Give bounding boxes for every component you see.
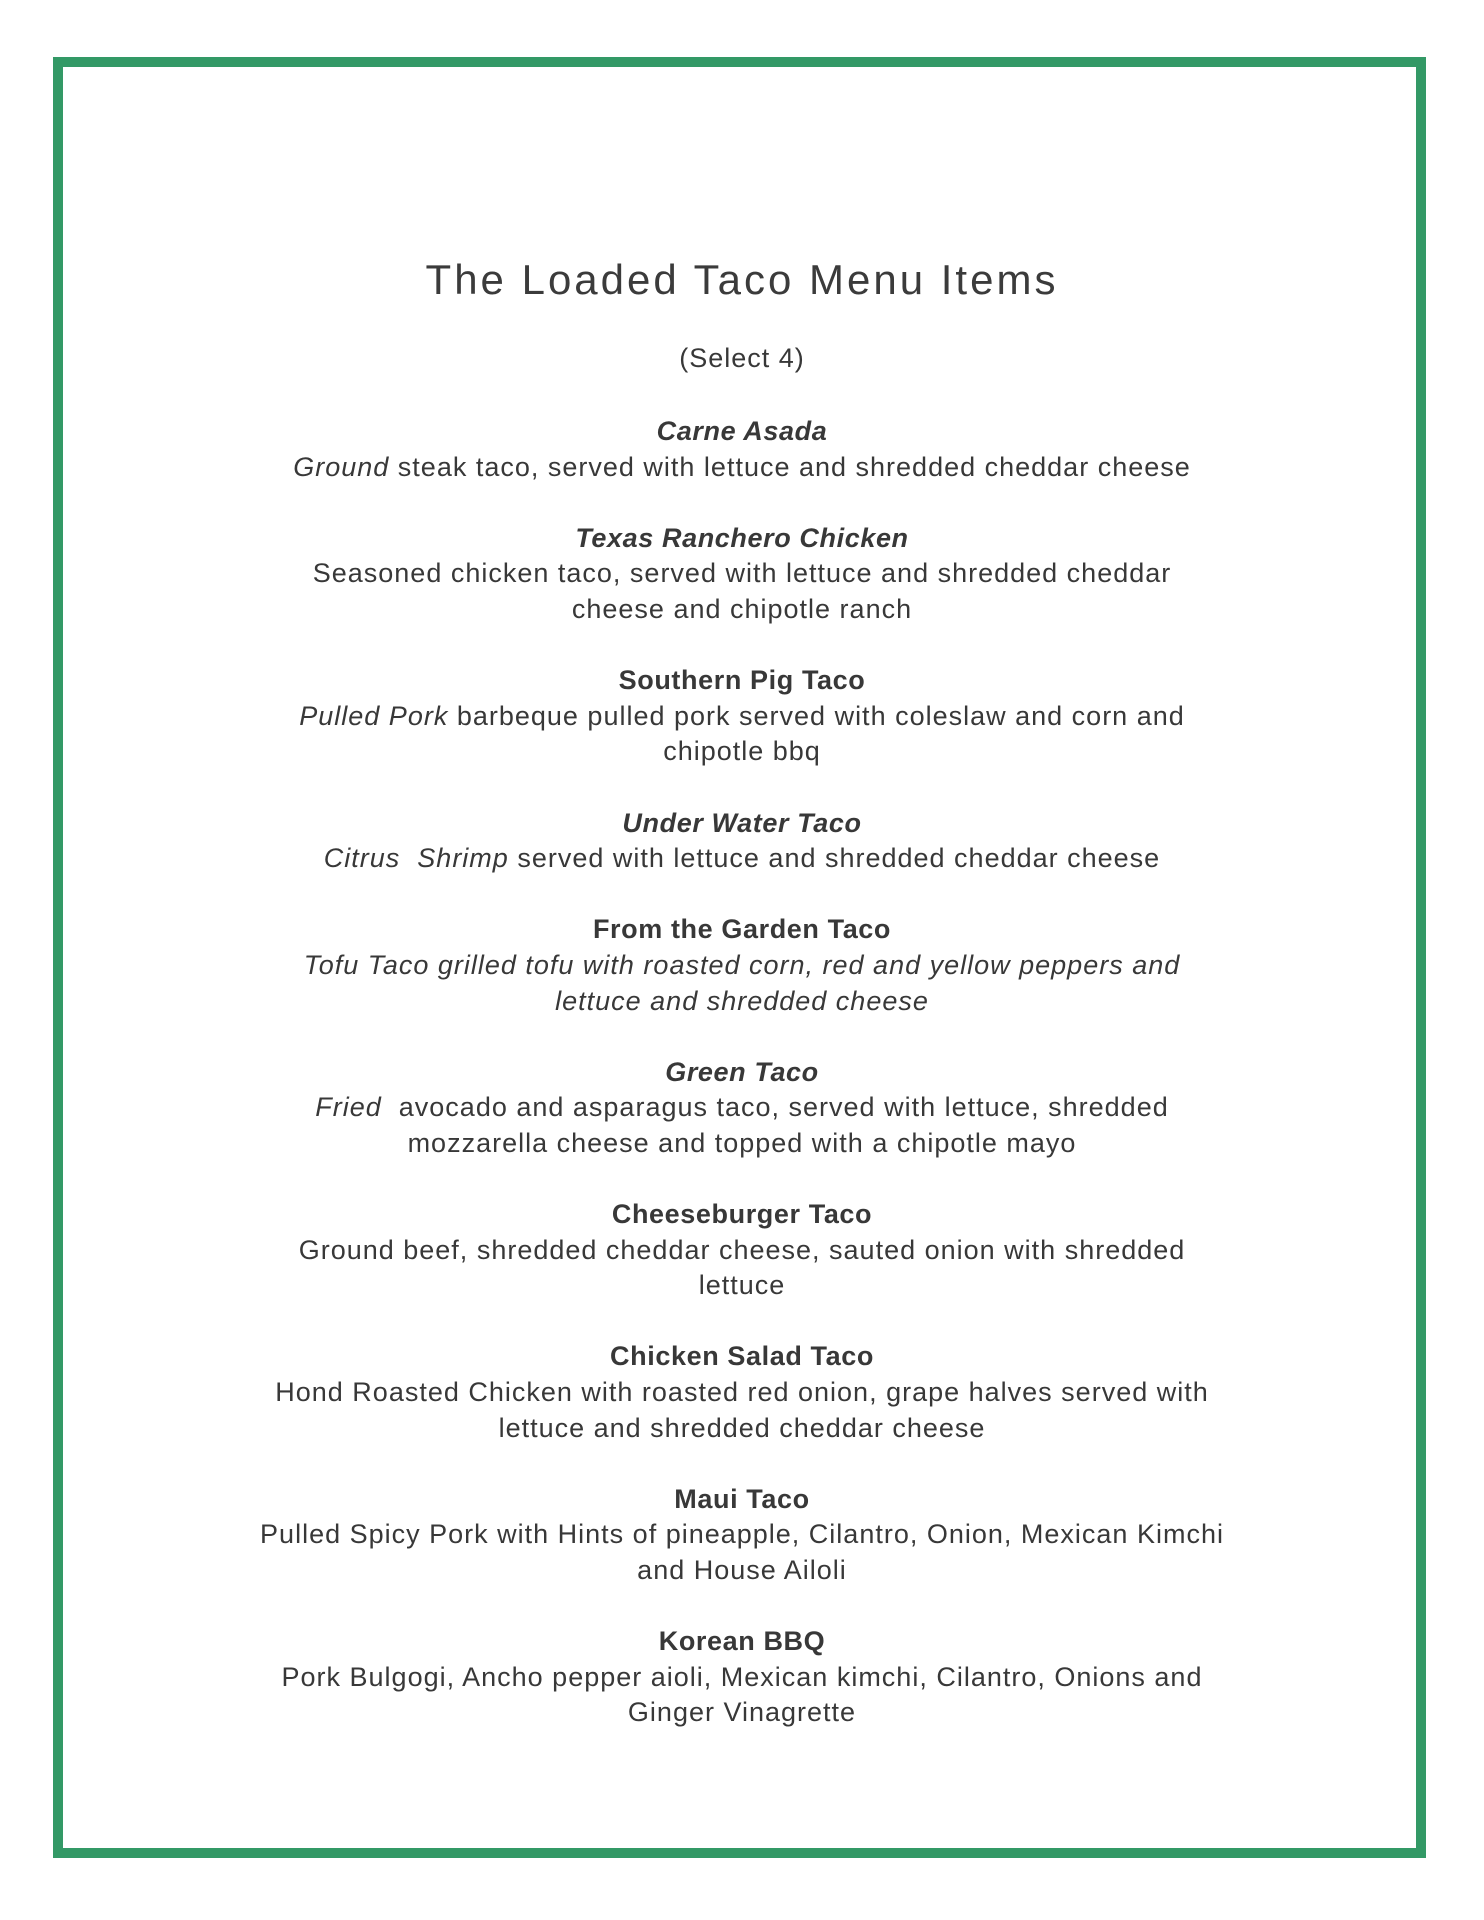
menu-item-description-line: Fried avocado and asparagus taco, served with lettuce, shredded (315, 1092, 1169, 1123)
menu-item-description-line: Ground beef, shredded cheddar cheese, sauted onion with shredded (298, 1234, 1186, 1265)
menu-item-description-line: Tofu Taco grilled tofu with roasted corn, red and yellow peppers and (303, 949, 1181, 980)
menu-item (175, 1624, 1309, 1731)
menu-item (175, 414, 1309, 485)
menu-item-name: Chicken Salad Taco (610, 1341, 874, 1372)
menu-item-description-line: chipotle bbq (663, 736, 821, 767)
menu-item-description-line: and House Ailoli (637, 1555, 847, 1585)
menu-item-description (175, 841, 1309, 877)
menu-item-description-line: cheese and chipotle ranch (571, 593, 913, 624)
menu-item-description-line: Ground steak taco, served with lettuce and shredded cheddar cheese (293, 451, 1191, 482)
menu-item-description-line: Seasoned chicken taco, served with lettuce and shredded cheddar (312, 558, 1172, 589)
page-title: The Loaded Taco Menu Items (425, 256, 1059, 303)
menu-item-description (175, 1090, 1309, 1161)
menu-item-description (175, 1660, 1309, 1731)
menu-item (175, 663, 1309, 770)
menu-item-name: Southern Pig Taco (618, 665, 866, 696)
menu-item (175, 1055, 1309, 1162)
menu-item (175, 521, 1309, 628)
menu-item (175, 806, 1309, 877)
menu-page (175, 0, 1309, 1731)
menu-item-description (175, 1233, 1309, 1304)
menu-item-description (175, 1375, 1309, 1446)
menu-item (175, 1482, 1309, 1589)
menu-item-name: Maui Taco (674, 1483, 810, 1514)
menu-item-description-line: Citrus Shrimp served with lettuce and shredded cheddar cheese (323, 843, 1161, 874)
menu-item-name: Carne Asada (656, 416, 828, 446)
menu-item-description (175, 556, 1309, 627)
menu-item-name: Under Water Taco (622, 807, 862, 838)
menu-list (175, 414, 1309, 1731)
menu-item (175, 1197, 1309, 1304)
menu-item-description-line: Pork Bulgogi, Ancho pepper aioli, Mexican kimchi, Cilantro, Onions and (281, 1661, 1203, 1692)
menu-item (175, 912, 1309, 1019)
menu-item-description-line: Pulled Spicy Pork with Hints of pineapple, Cilantro, Onion, Mexican Kimchi (260, 1519, 1224, 1550)
menu-item (175, 1339, 1309, 1446)
menu-item-name: Green Taco (665, 1056, 819, 1087)
menu-item-description (175, 1517, 1309, 1588)
menu-item-name: From the Garden Taco (592, 914, 892, 945)
menu-item-description-line: lettuce and shredded cheese (555, 985, 929, 1016)
menu-item-description-line: lettuce and shredded cheddar cheese (498, 1412, 986, 1443)
menu-item-description-line: Pulled Pork barbeque pulled pork served with coleslaw and corn and (299, 700, 1185, 731)
menu-item-name: Korean BBQ (658, 1626, 826, 1657)
menu-item-description (175, 948, 1309, 1019)
menu-item-description (175, 699, 1309, 770)
menu-item-name: Texas Ranchero Chicken (575, 522, 909, 553)
menu-item-description-line: Ginger Vinagrette (627, 1697, 857, 1728)
menu-item-description (175, 450, 1309, 486)
menu-item-description-line: mozzarella cheese and topped with a chipotle mayo (407, 1127, 1077, 1158)
page-subtitle: (Select 4) (679, 343, 805, 373)
menu-item-description-line: Hond Roasted Chicken with roasted red onion, grape halves served with (275, 1377, 1209, 1408)
menu-item-name: Cheeseburger Taco (611, 1199, 873, 1230)
menu-item-description-line: lettuce (698, 1270, 786, 1301)
